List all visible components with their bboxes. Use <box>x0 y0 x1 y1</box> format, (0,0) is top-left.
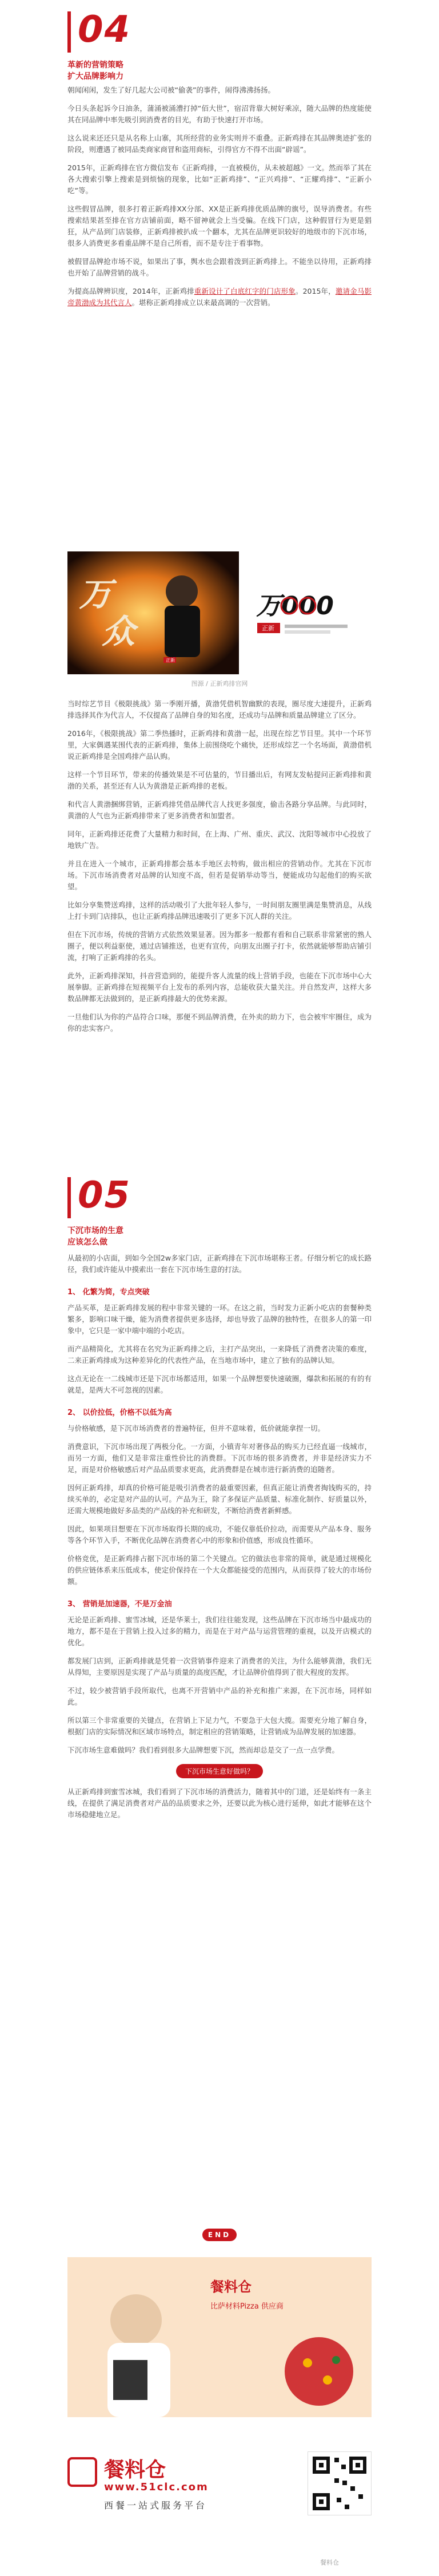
paragraph: 今日头条起诉今日油条，蒲涌被涌漕打掉“佰大世”，宿沼背靠大树好乘凉，随大品牌的热度能使其在同品牌中率先吸引到消费者的目光，有助于快速打开市场。 <box>67 104 372 124</box>
paragraph: 比如分享集赞送鸡排，这样的活动吸引了大批年轻人参与，一时间朋友圈里满是集赞消息，从线上打卡到门店排队，也让正新鸡排品牌迅速吸引了更多下沉人群的关注。 <box>67 901 372 921</box>
paragraph: 这些假冒品牌，很多打着正新鸡排XX分部、XX是正新鸡排优质品牌的旗号，误导消费者。有些搜索结果甚至排在官方店铺前面，略不留神就会上当受骗。在线下门店，这种假冒行为更是猖狂，从产品到门店装修，正新鸡排被扒成一个翻本，尤其在品牌更识较好的地级市的下沉市场，很多人消费更多看重品牌不是自己所看，而不是专注于看事物。 <box>67 205 372 247</box>
brand-name: 餐料仓 <box>104 2458 166 2482</box>
end-badge: END <box>202 2229 237 2241</box>
paragraph: 所以第三个非常重要的关键点，在营销上下足力气，不要急于大包大揽。需要充分地了解自身，根据门店的实际情况和区域市场特点，制定相应的营销策略，让营销成为品牌发展的加速器。 <box>67 1716 372 1736</box>
highlight-text: 邀请金马影帝黄渤成为其代言人 <box>67 287 372 307</box>
photo-logo: 正新 <box>166 658 175 663</box>
paragraph: 消费意识，下沉市场出现了两极分化。一方面，小镇青年对奢侈品的购买力已经直逼一线城市，而另一方面，他们又是非常注重性价比的消费群。下沉市场的很多消费者，并非是经济实力不足，而是对价格敏感后对产品品质要求更高，此消费群是在城市进行新消费的追随者。 <box>67 1442 372 1474</box>
qr-code-icon <box>308 2452 371 2515</box>
text: 。2015年， <box>295 287 336 295</box>
paragraph: 不过，较少被营销手段所取代，也离不开营销中产品的补充和推广来源，在下沉市场，同样如此。 <box>67 1686 372 1706</box>
banner-text: 比萨材料Pizza 供应商 <box>210 2302 284 2311</box>
svg-text:众: 众 <box>102 612 135 651</box>
section-title-line2: 应该怎么做 <box>67 1238 107 1247</box>
subheading: 1、 化繁为简，专点突破 <box>67 1288 150 1297</box>
subheading: 2、 以价拉低，价格不以低为高 <box>67 1409 172 1417</box>
watermark: 餐料仓 <box>320 2559 339 2566</box>
section-title-line1: 革新的营销策略 <box>67 61 123 70</box>
highlight-text: 重新设计了白底红字的门店形象 <box>194 287 296 295</box>
paragraph: 因此，如果项目想要在下沉市场取得长期的成功，不能仅靠低价拉动，而需要从产品本身、服务等各个环节入手，不断优化品牌在消费者心中的形象和价值感，形成良性循环。 <box>67 1525 372 1545</box>
section-number: 04 <box>78 9 131 51</box>
ad-banner-illustration <box>67 2257 372 2417</box>
paragraph: 从正新鸡排到蜜雪冰城，我们看到了下沉市场的消费活力，随着其中的门道，还是始终有一条主线，在提供了满足消费者对产品的品质要求之外，还要以此为核心进行延伸，如此才能够在这个市场稳健地立足。 <box>67 1787 372 1819</box>
section-04-body-2 <box>67 698 372 1041</box>
paragraph: 下沉市场生意难做吗？我们看到很多大品牌想要下沉，然而却总是交了一点一点学费。 <box>67 1746 340 1754</box>
brand-url[interactable]: www.51clc.com <box>104 2481 209 2493</box>
paragraph: 因何正新鸡排，却真的价格可能是吸引消费者的最重要因素，但真正能让消费者掏钱购买的，持续买单的，必定是对产品的认可。产品为王，除了多保证产品质量、标准化制作、好质量以外，还需大规模地做好多品类的产品线的补充和研发，不断给消费者新鲜感。 <box>67 1483 372 1515</box>
text: 。堪称正新鸡排成立以来最高调的一次营销。 <box>131 298 275 307</box>
ad-banner[interactable] <box>67 2257 372 2417</box>
brand-text: 万000 <box>256 591 334 621</box>
section-number: 05 <box>78 1174 131 1217</box>
photo-caption: 图源 / 正新鸡排官网 <box>191 680 248 687</box>
paragraph: 这点无论在一二线城市还是下沉市场都适用，如果一个品牌想要快速破圈，爆款和拓展的有的有就是，是两大不可忽视的因素。 <box>67 1374 372 1394</box>
qr-code[interactable] <box>308 2451 372 2515</box>
section-bar <box>67 1177 71 1218</box>
paragraph: 而产品精简化，尤其将在名究为正新鸡排之后，主打产品突出，一来降低了消费者决策的难度，二来正新鸡排成为这种差异化的代表性产品，在当地市场中，建立了独有的品牌认知。 <box>67 1345 372 1365</box>
paragraph: 无论是正新鸡排、蜜雪冰城，还是华莱士，我们往往能发现，这些品牌在下沉市场当中最成功的地方，都不是在于营销上投入过多的精力，而是在于对产品与运营管理的重视，以及开店模式的优化。 <box>67 1615 372 1647</box>
section-04-body <box>67 85 372 315</box>
svg-text:万: 万 <box>79 575 113 614</box>
section-title-line2: 扩大品牌影响力 <box>67 72 123 81</box>
paragraph: 2015年，正新鸡排在官方微信发布《正新鸡排，一直被模仿，从未被超越》一文。然而举了其在各大搜索引擎上搜索是到烦恼的现象，比如“正新鸡排”、“正兴鸡排”、“正耀鸡排”、“正新小吃”等。 <box>67 163 372 195</box>
paragraph: 产品买革，是正新鸡排发展的程中非常关键的一环。在这之前，当时发力正新小吃店的套餐种类繁多，影响口味干燥，能为消费者提供更多选择，却也导致了品牌的独特性，在很多人的第一印象中，它只是一家中端中端的小吃店。 <box>67 1303 372 1335</box>
paragraph: 和代言人黄渤捆绑营销，正新鸡排凭借品牌代言人找更多强度，偷击各路分享品牌。与此同时，黄渤的人气也为正新鸡排带来了更多消费者和加盟者。 <box>67 800 372 820</box>
paragraph: 当时综艺节目《极限挑战》第一季刚开播，黄渤凭借机智幽默的表现，圈尽度大速提升，正新鸡排选择其作为代言人，不仅提高了品牌自身的知名度，还成功与品牌和质量品牌建立了区分。 <box>67 699 372 719</box>
paragraph: 都发展门店到，正新鸡排就是凭着一次营销事件迎来了消费者的关注，为什么能够黄渤，我们无从得知，主要原因是实现了产品与质量的高度匹配，才让品牌价值得到了很大程度的发挥。 <box>67 1657 372 1677</box>
paragraph: 并且在进入一个城市，正新鸡排都会基本手地区去特购，做出相应的营销动作。尤其在下沉市场。下沉市场消费者对品牌的认知度不高，但若是促销举动等当，便能成功勾起他们的购买欲望。 <box>67 859 372 891</box>
section-title-line1: 下沉市场的生意 <box>67 1226 123 1235</box>
paragraph: 但在下沉市场，传统的营销方式依然效果显著。因为都多一般都有看和自己联系非常紧密的熟人圈子，便以利益驱使，通过店铺推送，也更有宣传，向朋友出圈子打卡，依然就能够帮助店铺引流，打响了正新鸡排的名头。 <box>67 930 372 962</box>
highlight-pill: 下沉市场生意好做吗？ <box>176 1764 263 1778</box>
paragraph: 此外，正新鸡排深知，抖音营造到的，能提升客人流量的线上营销手段，也能在下沉市场中心大展拳脚。正新鸡排在短视频平台上发布的系列内容，总能收获大量关注。并自然发声，这样大多数品牌都无法做到的，是正新鸡排最大的优势来源。 <box>67 971 372 1003</box>
paragraph: 价格竞优，是正新鸡排占据下沉市场的第二个关键点。它的做法也非常的简单，就是通过规模化的供应链体系来压低成本，使定价保持在一个大众都能接受的范围内，从而获得了较大的市场份额。 <box>67 1554 372 1586</box>
endorsement-photo <box>67 551 372 674</box>
logo-icon <box>67 2457 97 2487</box>
paragraph: 同年，正新鸡排还花费了大量精力和时间，在上海、广州、重庆、武汉、沈阳等城市中心投放了地铁广告。 <box>67 830 372 850</box>
section-05-body <box>67 1253 372 1827</box>
end-mark <box>0 2229 439 2241</box>
subheading: 3、 营销是加速器，不是万金油 <box>67 1600 172 1609</box>
endorsement-illustration <box>67 551 372 674</box>
paragraph: 这样一个节目环节，带来的传播效果是不可估量的，节目播出后，有网友发帖提问正新鸡排和黄渤的关系，甚至还有人认为黄渤是正新鸡排的老板。 <box>67 770 372 790</box>
paragraph: 从最初的小店面，到如今全国2w多家门店，正新鸡排在下沉市场堪称王者。仔细分析它的成长路径，我们或许能从中摸索出一套在下沉市场生意的打法。 <box>67 1254 372 1274</box>
text: 为提高品牌辨识度，2014年，正新鸡排 <box>67 287 194 295</box>
paragraph: 朝闻闲闲，发生了好几起大公司被“偷袭”的事件，闹得沸沸扬扬。 <box>67 86 275 94</box>
pill-wrap <box>67 1764 372 1778</box>
paragraph: 与价格敏感，是下沉市场消费者的普遍特征，但并不意味着，低价就能拿捏一切。 <box>67 1424 325 1433</box>
paragraph: 2016年，《极限挑战》第二季热播时，正新鸡排和黄渤一起，出现在综艺节目里。其中一个环节里，大家偶遇某围代表的正新鸡排，集体上前围绕吃个痛快，还形成综艺一个名场面，黄渤借机说正新鸡排是全国鸡排产品认购。 <box>67 729 372 761</box>
paragraph: 一旦他们认为你的产品符合口味，那便不到品牌消费，在外卖的助力下，也会被牢牢圈住，成为你的忠实客户。 <box>67 1013 372 1033</box>
footer-brand <box>67 2446 372 2537</box>
brand-tag: 正新 <box>262 625 274 632</box>
paragraph: 被假冒品牌抢市场不说，如果出了事，舆水也会跟着泼到正新鸡排上。不能坐以待用，正新鸡排也开始了品牌营销的战斗。 <box>67 257 372 277</box>
brand-slogan: 西餐一站式服务平台 <box>104 2500 207 2511</box>
banner-title: 餐料仓 <box>210 2279 252 2295</box>
paragraph: 这么说来还还只是从名称上山寨，其所经营的业务实则并不重叠。正新鸡排在其品牌奥迹扩张的阶段，则遭遇了被同品类商家商冒和盗用商标，引得官方不得不出面“辟谣”。 <box>67 134 372 154</box>
section-bar <box>67 11 71 53</box>
paragraph-highlight <box>67 286 372 309</box>
